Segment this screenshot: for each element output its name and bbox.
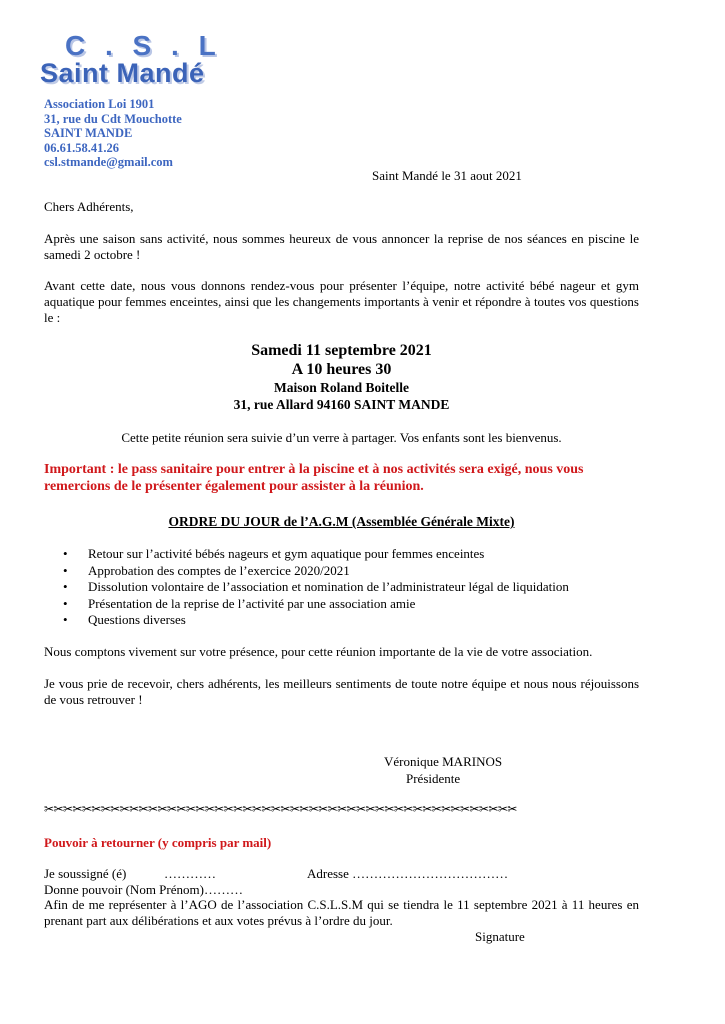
agenda-item: • Retour sur l’activité bébés nageurs et gym aquatique pour femmes enceintes (44, 546, 644, 563)
cut-line: ✂✂✂✂✂✂✂✂✂✂✂✂✂✂✂✂✂✂✂✂✂✂✂✂✂✂✂✂✂✂✂✂✂✂✂✂✂✂✂✂✂✂✂✂✂✂✂✂✂✂ (44, 802, 517, 816)
signature-role: Présidente (406, 771, 461, 786)
sender-address-block (44, 97, 182, 170)
logo-csl: C . S . L (65, 30, 222, 61)
adresse-field[interactable]: Adresse ……………………………… (307, 866, 509, 881)
sender-line: 31, rue du Cdt Mouchotte (44, 111, 182, 126)
paragraph-closing: Je vous prie de recevoir, chers adhérents, les meilleurs sentiments de toute notre équipe et nous nous réjouissons de vous retrouver ! (44, 676, 639, 707)
sender-line: Association Loi 1901 (44, 97, 155, 111)
signature-label: Signature (475, 929, 525, 944)
pouvoir-field[interactable]: Donne pouvoir (Nom Prénom)……… (44, 882, 243, 897)
soussigne-field[interactable]: ………… (164, 866, 216, 881)
sender-line: SAINT MANDE (44, 126, 133, 141)
event-address: 31, rue Allard 94160 SAINT MANDE (233, 397, 450, 412)
event-note: Cette petite réunion sera suivie d’un verre à partager. Vos enfants sont les bienvenus. (121, 430, 562, 445)
agenda-item: • Questions diverses (44, 612, 644, 629)
sender-email: csl.stmande@gmail.com (44, 155, 173, 170)
logo-saint-mande: Saint Mandé (40, 58, 205, 88)
agenda-list (44, 546, 644, 629)
paragraph-invitation: Avant cette date, nous vous donnons rendez-vous pour présenter l’équipe, notre activité bébé nageur et gym aquatique pour femmes enceintes, ainsi que les changements importants à venir et répondre à toutes vos questions le : (44, 278, 639, 325)
agenda-item: • Présentation de la reprise de l’activité par une association amie (44, 596, 644, 613)
event-place: Maison Roland Boitelle (273, 380, 409, 395)
soussigne-label: Je soussigné (é) (44, 866, 127, 881)
event-time: A 10 heures 30 (291, 361, 392, 378)
agenda-item: • Dissolution volontaire de l’association et nomination de l’administrateur légal de liquidation (44, 579, 644, 596)
agenda-item: • Approbation des comptes de l’exercice 2020/2021 (44, 563, 644, 580)
date-line: Saint Mandé le 31 aout 2021 (372, 168, 522, 183)
event-date: Samedi 11 septembre 2021 (251, 342, 432, 359)
agenda-title: ORDRE DU JOUR de l’A.G.M (Assemblée Générale Mixte) (168, 514, 515, 529)
signature-name: Véronique MARINOS (384, 754, 503, 769)
proxy-text: Afin de me représenter à l’AGO de l’association C.S.L.S.M qui se tiendra le 11 septembre 2021 à 11 heures en prenant part aux délibérations et aux votes prévus à l’ordre du jour. (44, 897, 639, 928)
sender-phone: 06.61.58.41.26 (44, 140, 119, 155)
proxy-title: Pouvoir à retourner (y compris par mail) (44, 835, 272, 850)
paragraph-intro: Après une saison sans activité, nous sommes heureux de vous annoncer la reprise de nos séances en piscine le samedi 2 octobre ! (44, 231, 639, 262)
important-notice: Important : le pass sanitaire pour entrer à la piscine et à nos activités sera exigé, nous vous remercions de le présenter également pour assister à la réunion. (44, 462, 584, 494)
salutation: Chers Adhérents, (44, 199, 134, 214)
paragraph-presence: Nous comptons vivement sur votre présence, pour cette réunion importante de la vie de votre association. (44, 644, 593, 659)
